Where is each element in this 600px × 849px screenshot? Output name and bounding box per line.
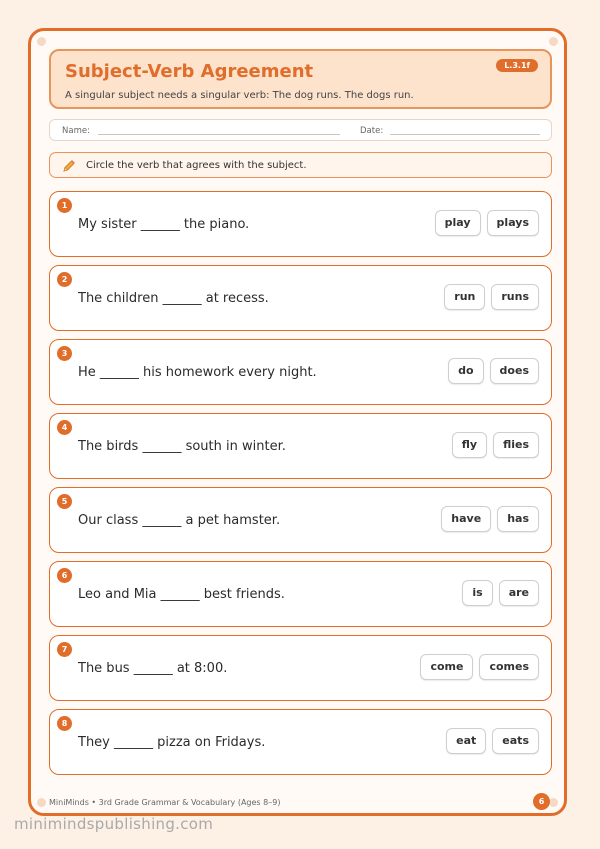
name-field[interactable] <box>98 134 340 135</box>
verb-choice-button[interactable]: is <box>462 580 492 606</box>
question-card <box>49 709 552 775</box>
date-field[interactable] <box>390 134 540 135</box>
verb-choice-button[interactable]: do <box>448 358 483 384</box>
question-number: 2 <box>57 272 72 287</box>
question-number: 4 <box>57 420 72 435</box>
answer-choices <box>448 358 539 384</box>
question-sentence: The children ______ at recess. <box>78 291 269 306</box>
corner-dot <box>37 798 46 807</box>
answer-choices <box>435 210 539 236</box>
instruction-box <box>49 152 552 178</box>
question-card <box>49 413 552 479</box>
question-card <box>49 635 552 701</box>
question-card <box>49 339 552 405</box>
verb-choice-button[interactable]: play <box>435 210 481 236</box>
question-number: 7 <box>57 642 72 657</box>
question-number: 3 <box>57 346 72 361</box>
standard-badge: L.3.1f <box>496 59 538 72</box>
verb-choice-button[interactable]: fly <box>452 432 487 458</box>
question-card <box>49 561 552 627</box>
question-number: 5 <box>57 494 72 509</box>
corner-dot <box>549 37 558 46</box>
answer-choices <box>444 284 539 310</box>
footer-text: MiniMinds • 3rd Grade Grammar & Vocabulary (Ages 8–9) <box>49 798 281 807</box>
verb-choice-button[interactable]: have <box>441 506 491 532</box>
instruction-text: Circle the verb that agrees with the subject. <box>86 160 307 171</box>
name-date-bar <box>49 119 552 141</box>
verb-choice-button[interactable]: has <box>497 506 539 532</box>
corner-dot <box>549 798 558 807</box>
pencil-icon <box>62 158 76 177</box>
verb-choice-button[interactable]: flies <box>493 432 539 458</box>
question-number: 8 <box>57 716 72 731</box>
watermark: minimindspublishing.com <box>14 815 214 833</box>
verb-choice-button[interactable]: runs <box>491 284 539 310</box>
question-sentence: Our class ______ a pet hamster. <box>78 513 281 528</box>
verb-choice-button[interactable]: run <box>444 284 485 310</box>
question-sentence: The bus ______ at 8:00. <box>78 661 228 676</box>
question-sentence: The birds ______ south in winter. <box>78 439 286 454</box>
question-card <box>49 265 552 331</box>
question-card <box>49 487 552 553</box>
verb-choice-button[interactable]: are <box>499 580 539 606</box>
verb-choice-button[interactable]: does <box>490 358 539 384</box>
corner-dot <box>37 37 46 46</box>
answer-choices <box>446 728 539 754</box>
answer-choices <box>441 506 539 532</box>
verb-choice-button[interactable]: plays <box>487 210 539 236</box>
worksheet-subtitle: A singular subject needs a singular verb: The dog runs. The dogs run. <box>65 90 414 101</box>
worksheet-header <box>49 49 552 109</box>
verb-choice-button[interactable]: comes <box>479 654 539 680</box>
name-label: Name: <box>62 126 90 136</box>
answer-choices <box>420 654 539 680</box>
worksheet-title: Subject-Verb Agreement <box>65 61 314 82</box>
page-number: 6 <box>533 793 550 810</box>
question-sentence: My sister ______ the piano. <box>78 217 250 232</box>
answer-choices <box>462 580 539 606</box>
verb-choice-button[interactable]: come <box>420 654 473 680</box>
question-card <box>49 191 552 257</box>
answer-choices <box>452 432 539 458</box>
question-number: 6 <box>57 568 72 583</box>
question-sentence: He ______ his homework every night. <box>78 365 317 380</box>
worksheet-page <box>28 28 567 816</box>
verb-choice-button[interactable]: eats <box>492 728 539 754</box>
question-number: 1 <box>57 198 72 213</box>
verb-choice-button[interactable]: eat <box>446 728 486 754</box>
question-sentence: They ______ pizza on Fridays. <box>78 735 266 750</box>
date-label: Date: <box>360 126 384 136</box>
question-sentence: Leo and Mia ______ best friends. <box>78 587 285 602</box>
